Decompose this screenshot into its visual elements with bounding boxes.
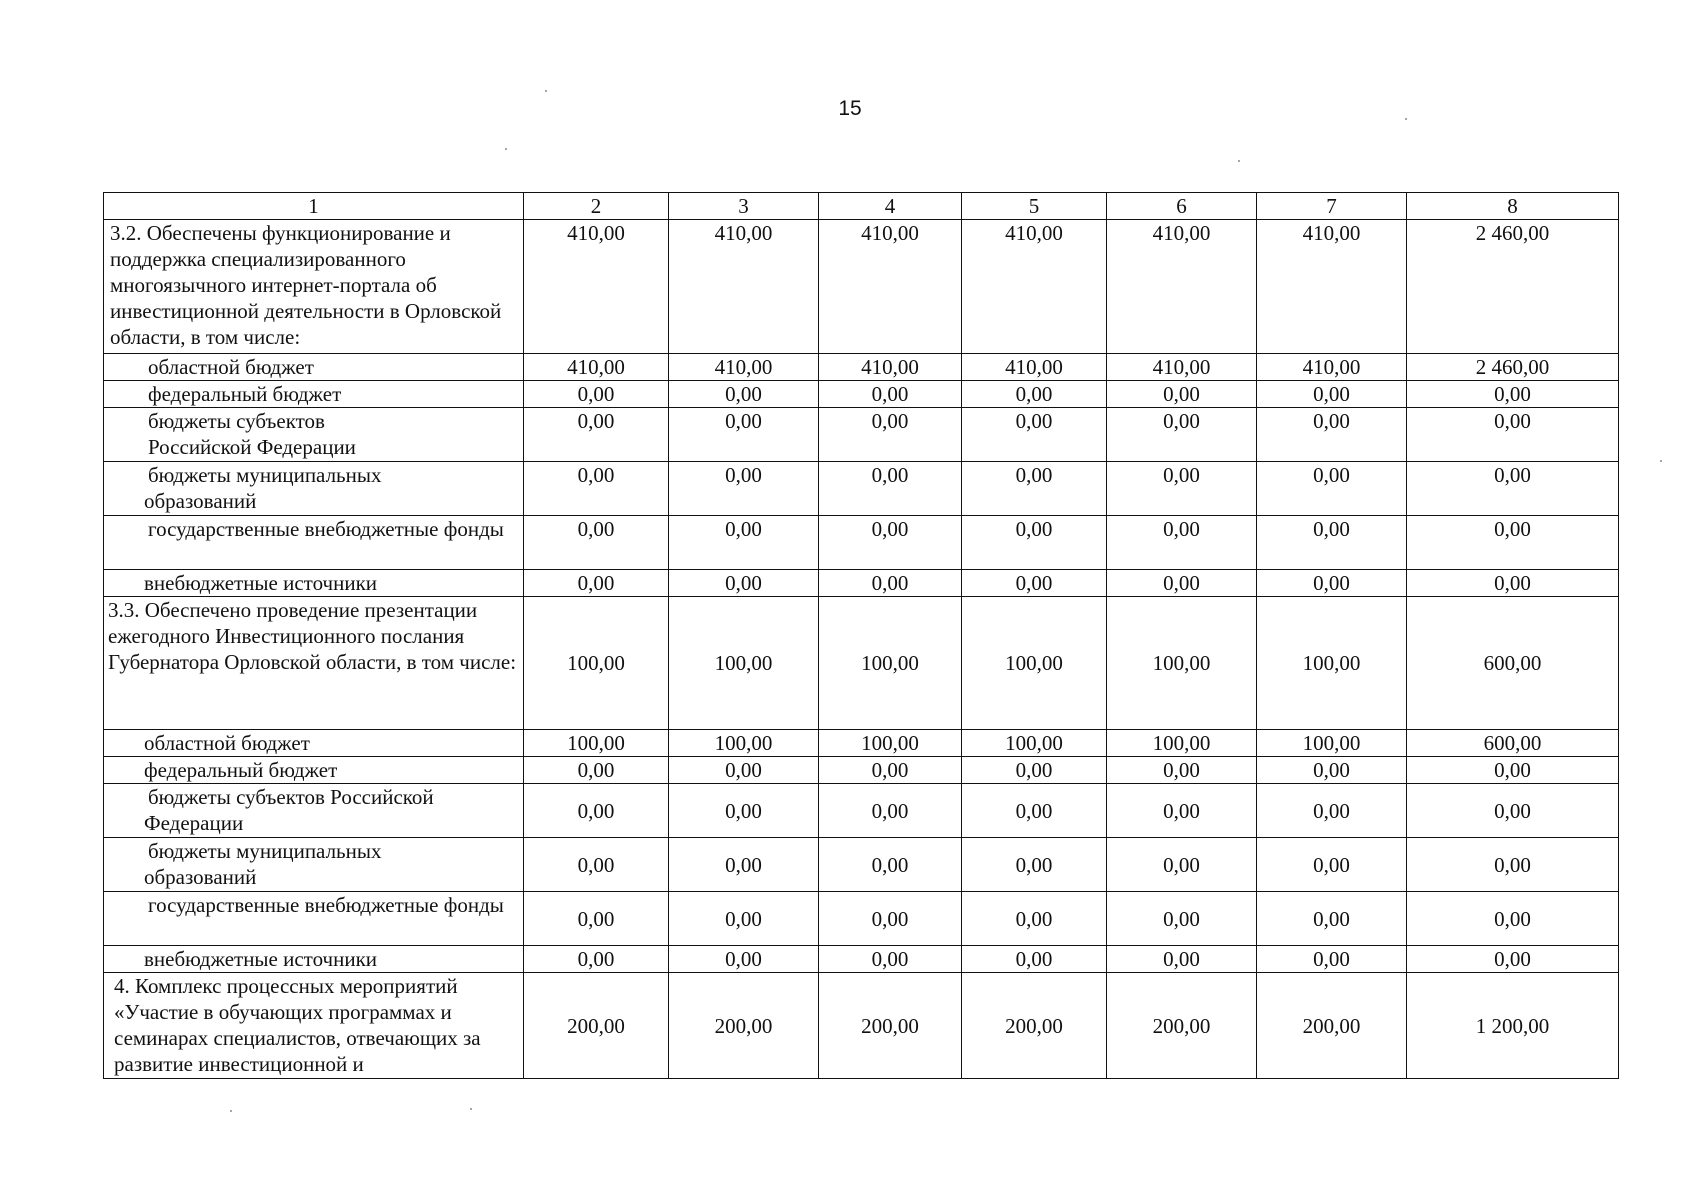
table-cell: 0,00: [1407, 757, 1619, 784]
table-cell: 200,00: [962, 973, 1107, 1079]
column-header: 7: [1257, 193, 1407, 220]
table-cell: 0,00: [1407, 381, 1619, 408]
table-cell: 410,00: [962, 220, 1107, 354]
table-cell: 0,00: [1407, 784, 1619, 838]
table-cell: 0,00: [669, 462, 819, 516]
column-header: 4: [819, 193, 962, 220]
table-cell: 0,00: [1407, 462, 1619, 516]
table-cell: 0,00: [1257, 381, 1407, 408]
table-cell: 0,00: [1107, 462, 1257, 516]
scan-speck: [505, 148, 507, 150]
table-cell: 410,00: [669, 220, 819, 354]
table-cell: 410,00: [669, 354, 819, 381]
budget-table: [103, 192, 1619, 1079]
table-cell: 0,00: [1257, 946, 1407, 973]
table-cell: 0,00: [819, 381, 962, 408]
table-row: [104, 570, 1619, 597]
table-row: [104, 354, 1619, 381]
table-row: [104, 220, 1619, 354]
table-cell: 0,00: [1257, 516, 1407, 570]
column-header: 6: [1107, 193, 1257, 220]
table-cell: 0,00: [1257, 462, 1407, 516]
table-cell: 0,00: [1107, 757, 1257, 784]
table-cell: 0,00: [524, 946, 669, 973]
table-cell: 100,00: [669, 597, 819, 730]
table-cell: 0,00: [819, 462, 962, 516]
table-cell: 0,00: [1107, 408, 1257, 462]
table-cell: 0,00: [962, 462, 1107, 516]
table-row: [104, 408, 1619, 462]
table-cell: 0,00: [962, 408, 1107, 462]
table-cell: 0,00: [669, 892, 819, 946]
column-header: 2: [524, 193, 669, 220]
table-cell: 100,00: [524, 597, 669, 730]
table-cell: 0,00: [669, 408, 819, 462]
row-label: бюджеты субъектов Российской Федерации: [104, 408, 524, 462]
column-header: 1: [104, 193, 524, 220]
row-label: внебюджетные источники: [104, 570, 524, 597]
row-label: бюджеты муниципальных образований: [104, 838, 524, 892]
table-cell: 0,00: [962, 838, 1107, 892]
table-cell: 100,00: [962, 597, 1107, 730]
table-cell: 100,00: [819, 730, 962, 757]
table-cell: 0,00: [962, 757, 1107, 784]
scan-speck: [1238, 160, 1240, 162]
table-cell: 0,00: [669, 381, 819, 408]
table-cell: 0,00: [1257, 570, 1407, 597]
table-cell: 410,00: [1107, 354, 1257, 381]
table-cell: 0,00: [962, 892, 1107, 946]
page-number: 15: [838, 97, 862, 120]
table-cell: 410,00: [1257, 354, 1407, 381]
table-cell: 0,00: [1107, 784, 1257, 838]
table-row: [104, 784, 1619, 838]
table-row: [104, 946, 1619, 973]
table-cell: 200,00: [819, 973, 962, 1079]
column-header: 3: [669, 193, 819, 220]
scan-speck: [545, 90, 547, 92]
table-cell: 0,00: [1257, 408, 1407, 462]
table-cell: 0,00: [1107, 516, 1257, 570]
table-cell: 100,00: [1107, 597, 1257, 730]
row-label: федеральный бюджет: [104, 757, 524, 784]
table-cell: 0,00: [1407, 516, 1619, 570]
table-cell: 100,00: [524, 730, 669, 757]
row-label: 3.2. Обеспечены функционирование и поддержка специализированного многоязычного интернет-портала об инвестиционной деятельности в Орловской области, в том числе:: [104, 220, 524, 354]
table-row: [104, 597, 1619, 730]
table-cell: 0,00: [819, 408, 962, 462]
table-cell: 0,00: [669, 946, 819, 973]
column-header: 8: [1407, 193, 1619, 220]
scan-speck: [470, 1108, 472, 1110]
row-label: бюджеты муниципальных образований: [104, 462, 524, 516]
table-cell: 0,00: [524, 462, 669, 516]
scan-speck: [230, 1110, 232, 1112]
table-row: [104, 973, 1619, 1079]
table-cell: 410,00: [1257, 220, 1407, 354]
table-cell: 410,00: [819, 354, 962, 381]
table-cell: 0,00: [1407, 570, 1619, 597]
table-cell: 0,00: [1107, 946, 1257, 973]
table-cell: 0,00: [819, 570, 962, 597]
table-cell: 100,00: [962, 730, 1107, 757]
table-row: [104, 838, 1619, 892]
table-row: [104, 516, 1619, 570]
table-cell: 0,00: [1107, 381, 1257, 408]
table-cell: 200,00: [669, 973, 819, 1079]
table-cell: 0,00: [669, 757, 819, 784]
table-cell: 410,00: [819, 220, 962, 354]
table-cell: 0,00: [524, 784, 669, 838]
row-label: 4. Комплекс процессных мероприятий «Участие в обучающих программах и семинарах специалистов, отвечающих за развитие инвестиционной и: [104, 973, 524, 1079]
table-cell: 100,00: [1257, 730, 1407, 757]
table-cell: 0,00: [1257, 757, 1407, 784]
table-cell: 0,00: [524, 757, 669, 784]
table-cell: 0,00: [819, 946, 962, 973]
table-cell: 100,00: [1107, 730, 1257, 757]
table-cell: 0,00: [1407, 946, 1619, 973]
table-cell: 0,00: [669, 838, 819, 892]
row-label: областной бюджет: [104, 354, 524, 381]
scan-speck: [1660, 460, 1662, 462]
table-cell: 200,00: [1257, 973, 1407, 1079]
table-cell: 0,00: [524, 381, 669, 408]
row-label: федеральный бюджет: [104, 381, 524, 408]
table-cell: 0,00: [962, 570, 1107, 597]
table-cell: 410,00: [962, 354, 1107, 381]
table-cell: 0,00: [819, 892, 962, 946]
table-cell: 0,00: [1407, 892, 1619, 946]
table-cell: 0,00: [1257, 892, 1407, 946]
table-cell: 410,00: [524, 354, 669, 381]
table-cell: 200,00: [524, 973, 669, 1079]
table-cell: 0,00: [524, 892, 669, 946]
table-cell: 0,00: [1407, 838, 1619, 892]
row-label: внебюджетные источники: [104, 946, 524, 973]
table-cell: 0,00: [1257, 838, 1407, 892]
table-cell: 1 200,00: [1407, 973, 1619, 1079]
table-cell: 0,00: [819, 516, 962, 570]
row-label: областной бюджет: [104, 730, 524, 757]
table-cell: 100,00: [819, 597, 962, 730]
table-cell: 0,00: [1107, 892, 1257, 946]
table-cell: 0,00: [819, 838, 962, 892]
table-row: [104, 462, 1619, 516]
scan-speck: [1405, 118, 1407, 120]
table-row: [104, 381, 1619, 408]
table-cell: 0,00: [669, 784, 819, 838]
header-row: [104, 193, 1619, 220]
row-label: государственные внебюджетные фонды: [104, 892, 524, 946]
table-cell: 410,00: [1107, 220, 1257, 354]
table-cell: 410,00: [524, 220, 669, 354]
table-row: [104, 757, 1619, 784]
table-cell: 0,00: [962, 381, 1107, 408]
table-cell: 2 460,00: [1407, 354, 1619, 381]
table-cell: 0,00: [524, 570, 669, 597]
row-label: бюджеты субъектов Российской Федерации: [104, 784, 524, 838]
table-row: [104, 892, 1619, 946]
table-cell: 600,00: [1407, 730, 1619, 757]
table-cell: 0,00: [669, 516, 819, 570]
table-cell: 0,00: [524, 516, 669, 570]
table-cell: 0,00: [962, 784, 1107, 838]
table-cell: 0,00: [962, 946, 1107, 973]
table-cell: 0,00: [1107, 838, 1257, 892]
table-cell: 0,00: [1257, 784, 1407, 838]
table-cell: 100,00: [1257, 597, 1407, 730]
table-row: [104, 730, 1619, 757]
table-cell: 0,00: [524, 408, 669, 462]
table-cell: 200,00: [1107, 973, 1257, 1079]
column-header: 5: [962, 193, 1107, 220]
table-cell: 0,00: [524, 838, 669, 892]
table-cell: 100,00: [669, 730, 819, 757]
table-cell: 0,00: [669, 570, 819, 597]
table-cell: 0,00: [819, 784, 962, 838]
table-cell: 0,00: [962, 516, 1107, 570]
table-cell: 0,00: [1407, 408, 1619, 462]
table-cell: 2 460,00: [1407, 220, 1619, 354]
row-label: государственные внебюджетные фонды: [104, 516, 524, 570]
table-cell: 600,00: [1407, 597, 1619, 730]
table-cell: 0,00: [1107, 570, 1257, 597]
row-label: 3.3. Обеспечено проведение презентации ежегодного Инвестиционного послания Губернатора Орловской области, в том числе:: [104, 597, 524, 730]
table-cell: 0,00: [819, 757, 962, 784]
